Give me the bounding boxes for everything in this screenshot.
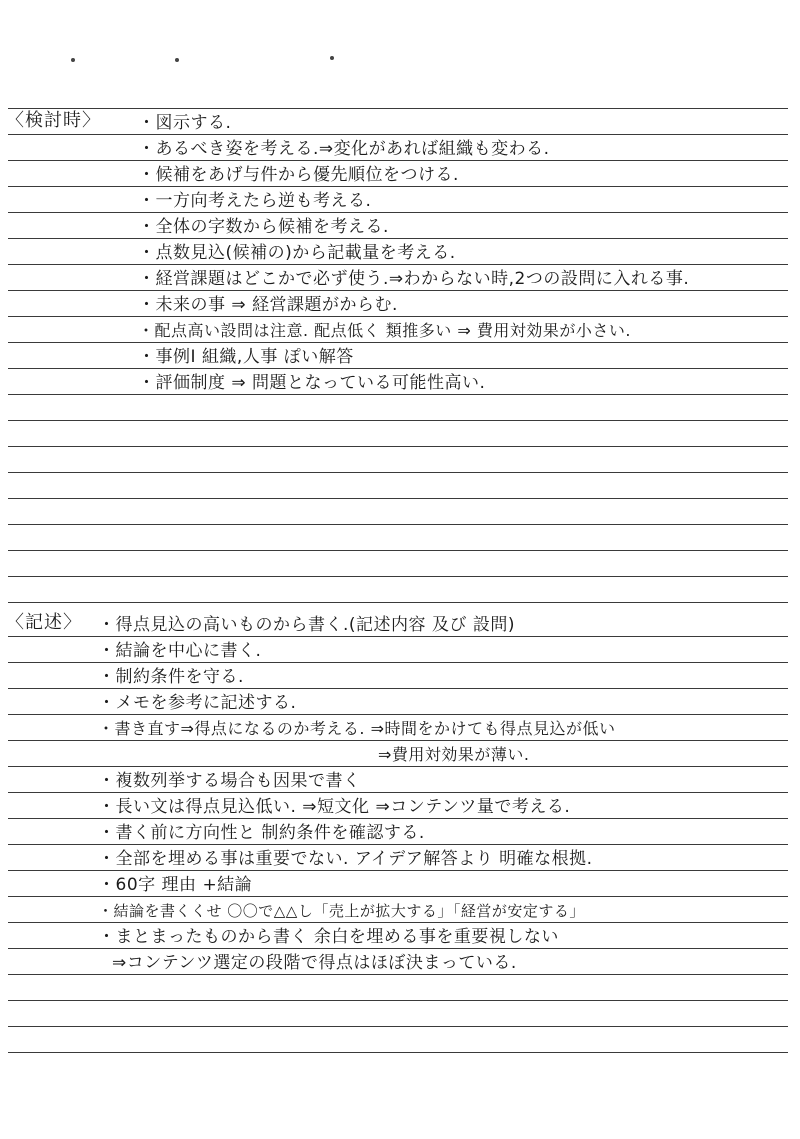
ruled-line xyxy=(8,472,788,473)
note-line: ・事例Ⅰ 組織,人事 ぽい解答 xyxy=(138,347,354,367)
ruled-line xyxy=(8,1052,788,1053)
note-line: ・図示する. xyxy=(138,113,232,133)
note-line: ・まとまったものから書く 余白を埋める事を重要視しない xyxy=(98,927,559,947)
ruled-line xyxy=(8,602,788,603)
ruled-line xyxy=(8,420,788,421)
ruled-line xyxy=(8,108,788,109)
ruled-line xyxy=(8,1026,788,1027)
note-line: ・結論を中心に書く. xyxy=(98,641,262,661)
ruled-line xyxy=(8,688,788,689)
ruled-line xyxy=(8,896,788,897)
ruled-line xyxy=(8,948,788,949)
ruled-line xyxy=(8,446,788,447)
ruled-line xyxy=(8,1000,788,1001)
note-line: ・未来の事 ⇒ 経営課題がからむ. xyxy=(138,295,398,315)
ruled-line xyxy=(8,342,788,343)
note-line: ・一方向考えたら逆も考える. xyxy=(138,191,372,211)
ruled-line xyxy=(8,636,788,637)
ruled-line xyxy=(8,186,788,187)
ruled-line xyxy=(8,662,788,663)
section-heading-kijutsu: 〈記述〉 xyxy=(6,612,82,633)
section-heading-kentouji: 〈検討時〉 xyxy=(6,110,101,131)
ruled-line xyxy=(8,290,788,291)
ruled-line xyxy=(8,498,788,499)
ruled-line xyxy=(8,922,788,923)
note-line: ・長い文は得点見込低い. ⇒短文化 ⇒コンテンツ量で考える. xyxy=(98,797,571,817)
ruled-line xyxy=(8,974,788,975)
ruled-line xyxy=(8,792,788,793)
ruled-line xyxy=(8,368,788,369)
note-line: ・全部を埋める事は重要でない. アイデア解答より 明確な根拠. xyxy=(98,849,593,869)
note-line: ・評価制度 ⇒ 問題となっている可能性高い. xyxy=(138,373,486,393)
ruled-line xyxy=(8,264,788,265)
ruled-line xyxy=(8,714,788,715)
note-line: ・制約条件を守る. xyxy=(98,667,244,687)
ruled-line xyxy=(8,316,788,317)
note-line: ・複数列挙する場合も因果で書く xyxy=(98,771,361,791)
ruled-line xyxy=(8,576,788,577)
note-line: ⇒費用対効果が薄い. xyxy=(378,745,530,764)
note-line: ・点数見込(候補の)から記載量を考える. xyxy=(138,243,456,263)
ruled-line xyxy=(8,818,788,819)
ruled-line xyxy=(8,238,788,239)
note-line: ⇒コンテンツ選定の段階で得点はほぼ決まっている. xyxy=(112,953,517,973)
note-line: ・配点高い設問は注意. 配点低く 類推多い ⇒ 費用対効果が小さい. xyxy=(138,321,631,340)
ruled-line xyxy=(8,740,788,741)
scan-speck xyxy=(330,56,334,60)
ruled-line xyxy=(8,524,788,525)
ruled-line xyxy=(8,160,788,161)
note-line: ・メモを参考に記述する. xyxy=(98,693,297,713)
note-line: ・全体の字数から候補を考える. xyxy=(138,217,389,237)
note-line: ・候補をあげ与件から優先順位をつける. xyxy=(138,165,459,185)
ruled-line xyxy=(8,870,788,871)
note-line: ・60字 理由 +結論 xyxy=(98,875,253,895)
ruled-line xyxy=(8,766,788,767)
note-line: ・経営課題はどこかで必ず使う.⇒わからない時,2つの設問に入れる事. xyxy=(138,269,690,289)
note-line: ・あるべき姿を考える.⇒変化があれば組織も変わる. xyxy=(138,139,550,159)
note-line: ・書く前に方向性と 制約条件を確認する. xyxy=(98,823,425,843)
ruled-line xyxy=(8,844,788,845)
ruled-line xyxy=(8,394,788,395)
ruled-line xyxy=(8,212,788,213)
ruled-line xyxy=(8,550,788,551)
scan-speck xyxy=(175,58,179,62)
note-line: ・得点見込の高いものから書く.(記述内容 及び 設問) xyxy=(98,615,515,635)
scan-speck xyxy=(71,58,75,62)
note-line: ・書き直す⇒得点になるのか考える. ⇒時間をかけても得点見込が低い xyxy=(98,719,616,738)
note-line: ・結論を書くくせ 〇〇で△△し「売上が拡大する」「経営が安定する」 xyxy=(98,902,585,920)
ruled-line xyxy=(8,134,788,135)
